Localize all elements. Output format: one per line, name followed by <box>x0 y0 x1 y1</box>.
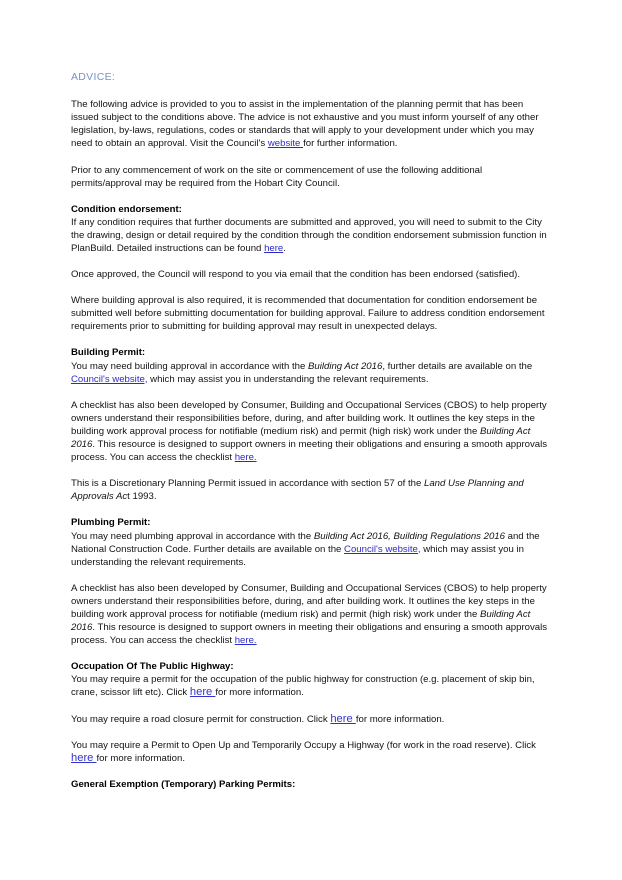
section-heading-plumbing-permit: Plumbing Permit: <box>71 517 151 529</box>
text-run: for more information. <box>215 687 304 699</box>
paragraph-bp-2 <box>71 399 552 464</box>
text-run: which may assist you in understanding the relevant requirements. <box>147 373 429 385</box>
section-heading-condition-endorsement: Condition endorsement: <box>71 203 182 215</box>
document-body <box>71 70 552 791</box>
text-run: . This resource is designed to support owners in meeting their obligations and ensuring a smooth approvals process. You can access the checklist <box>71 622 548 647</box>
paragraph-oph-2 <box>71 713 552 726</box>
text-run: A checklist has also been developed by Consumer, Building and Occupational Services (CBOS) to help property owners understand their responsibilities before, during, and after building work. It outlines the key steps in the building work approval process for notifiable (medium risk) and permit (high risk) work under the <box>71 399 547 437</box>
paragraph-intro-1 <box>71 98 552 150</box>
section-intro <box>71 98 552 190</box>
text-run: You may require a road closure permit for construction. Click <box>71 713 331 725</box>
italic-legislation-title: Building Act 2016 <box>71 608 531 634</box>
text-run: This is a Discretionary Planning Permit issued in accordance with section 57 of the <box>71 478 425 490</box>
text-run: and the National Construction Code. Further details are available on the <box>71 530 540 555</box>
inline-link[interactable]: here <box>264 243 284 255</box>
paragraph-oph-3 <box>71 739 552 765</box>
paragraph-bp-3 <box>71 477 552 503</box>
paragraph-ce-3 <box>71 294 552 333</box>
text-run: for more information. <box>96 752 186 764</box>
text-run: Prior to any commencement of work on the site or commencement of use the following additional permits/approval may be required from the Hobart City Council. <box>71 164 483 189</box>
inline-link[interactable]: here <box>71 751 97 764</box>
section-heading-occupation-public-highway: Occupation Of The Public Highway: <box>71 661 234 673</box>
text-run: You may need plumbing approval in accordance with the <box>71 530 314 542</box>
text-run: which may assist you in understanding the relevant requirements. <box>71 543 524 568</box>
section-occupation-public-highway <box>71 660 552 765</box>
italic-legislation-title: Building Act 2016 <box>307 360 383 372</box>
text-run: for more information. <box>355 713 445 725</box>
inline-link[interactable]: website <box>267 138 304 150</box>
text-run: . <box>283 243 286 255</box>
text-run: If any condition requires that further documents are submitted and approved, you will need to submit to the City the drawing, design or detail required by the condition through the condition endorsement submission function in PlanBuild. Detailed instructions can be found <box>71 216 547 255</box>
inline-link[interactable]: Council's website, <box>344 543 421 555</box>
paragraph-pp-2 <box>71 582 552 647</box>
inline-link[interactable]: here <box>189 686 216 699</box>
italic-legislation-title: Building Act 2016, Building Regulations 2016 <box>313 530 505 542</box>
paragraph-ce-1 <box>71 216 552 255</box>
advice-heading: ADVICE: <box>71 71 116 83</box>
paragraph-bp-1 <box>71 360 552 386</box>
text-run: Once approved, the Council will respond to you via email that the condition has been endorsed (satisfied). <box>71 269 521 281</box>
inline-link[interactable]: here. <box>234 452 257 464</box>
sections-container <box>71 98 552 791</box>
section-plumbing-permit <box>71 516 552 647</box>
paragraph-intro-2 <box>71 164 552 190</box>
section-heading-building-permit: Building Permit: <box>71 347 146 359</box>
inline-link[interactable]: here. <box>234 635 257 647</box>
text-run: You may require a permit for the occupation of the public highway for construction (e.g. placement of skip bin, crane, scissor lift etc). Click <box>71 674 535 699</box>
italic-legislation-title: Land Use Planning and Approvals Ac <box>71 478 524 503</box>
section-heading-general-exemption-parking: General Exemption (Temporary) Parking Permits: <box>71 778 296 790</box>
text-run: for further information. <box>303 138 398 150</box>
section-building-permit <box>71 346 552 503</box>
italic-legislation-title: Building Act 2016 <box>71 425 531 451</box>
text-run: , further details are available on the <box>382 360 533 372</box>
text-run: Where building approval is also required, it is recommended that documentation for condition endorsement be submitted well before submitting documentation for building approval. Failure to address condition endorsement requirements prior to submitting for building approval may result in unexpected delays. <box>71 295 545 333</box>
paragraph-pp-1 <box>71 530 552 569</box>
text-run: You may require a Permit to Open Up and Temporarily Occupy a Highway (for work in the road reserve). Click <box>71 739 536 751</box>
text-run: t 1993. <box>127 491 157 503</box>
text-run: . This resource is designed to support owners in meeting their obligations and ensuring a smooth approvals process. You can access the checklist <box>71 439 548 464</box>
text-run: The following advice is provided to you to assist in the implementation of the planning permit that has been issued subject to the conditions above. The advice is not exhaustive and you must inform yourself of any other legislation, by-laws, regulations, codes or standards that will apply to your development under which you may need to obtain an approval. Visit the Council's <box>71 99 539 150</box>
section-general-exemption-parking <box>71 778 552 791</box>
inline-link[interactable]: here <box>330 712 356 725</box>
paragraph-oph-1 <box>71 673 552 699</box>
text-run: A checklist has also been developed by Consumer, Building and Occupational Services (CBOS) to help property owners understand their responsibilities before, during, and after building work. It outlines the key steps in the building work approval process for notifiable (medium risk) and permit (high risk) work under the <box>71 582 547 620</box>
inline-link[interactable]: Council's website, <box>71 373 148 385</box>
section-condition-endorsement <box>71 203 552 334</box>
paragraph-ce-2 <box>71 268 552 281</box>
text-run: You may need building approval in accordance with the <box>71 360 308 372</box>
